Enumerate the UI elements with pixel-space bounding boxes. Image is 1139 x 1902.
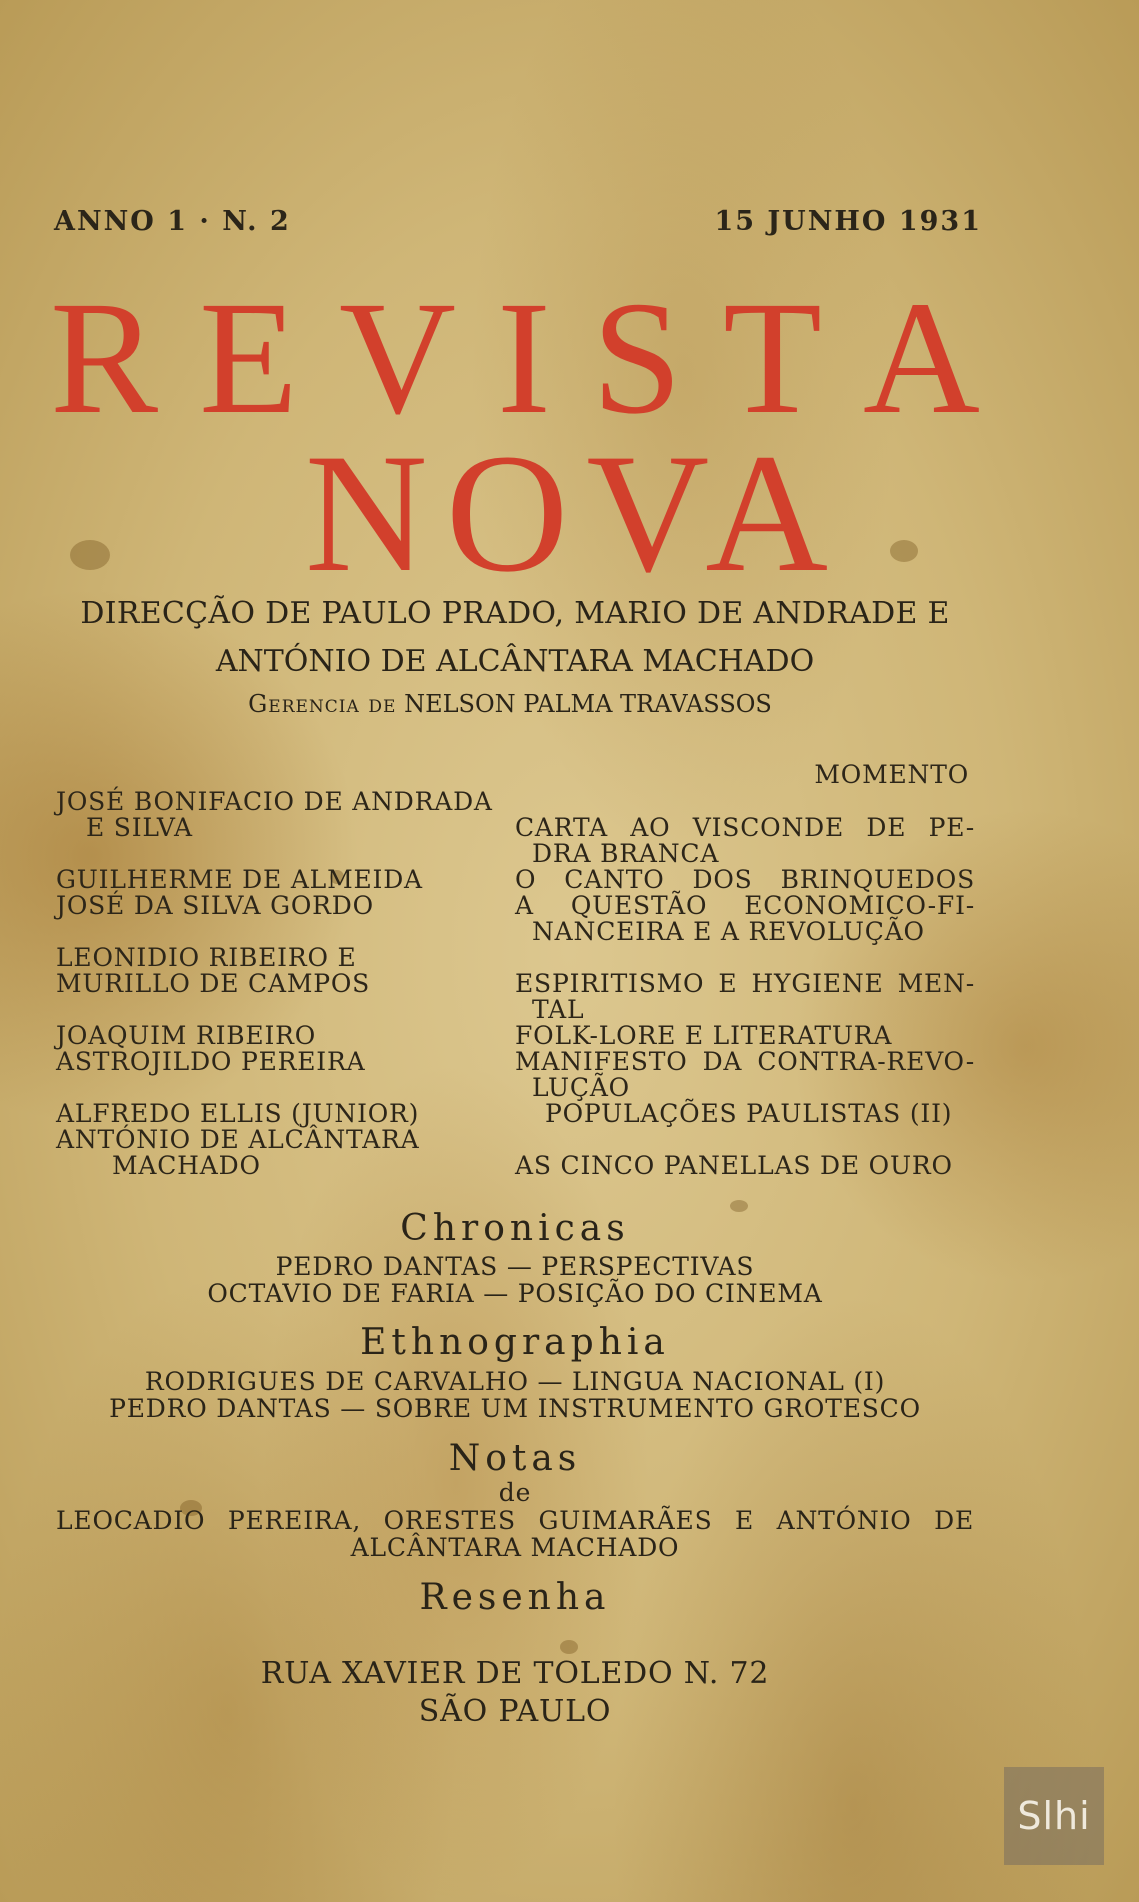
section-heading-chronicas: Chronicas [400, 1208, 630, 1249]
title-line-nova: NOVA [304, 419, 847, 607]
toc-title: AS CINCO PANELLAS DE OURO [515, 1151, 953, 1180]
toc-author: ASTROJILDO PEREIRA [56, 1047, 366, 1076]
section-heading-notas: Notas [448, 1438, 582, 1479]
section-heading-resenha: Resenha [419, 1577, 611, 1618]
notes-line: ALCÂNTARA MACHADO [350, 1533, 680, 1562]
toc-title-cont: NANCEIRA E A REVOLUÇÃO [532, 917, 925, 946]
management-name: NELSON PALMA TRAVASSOS [404, 690, 772, 718]
toc-author: JOSÉ DA SILVA GORDO [56, 891, 374, 920]
title-letter: A [862, 269, 980, 448]
toc-author: ANTÓNIO DE ALCÂNTARA [56, 1125, 420, 1154]
title-letter: R [50, 269, 159, 448]
toc-author: JOAQUIM RIBEIRO [56, 1021, 317, 1050]
stain-mark [560, 1640, 578, 1654]
ethnography-line: RODRIGUES DE CARVALHO — LINGUA NACIONAL (I) [144, 1367, 886, 1396]
address-street: RUA XAVIER DE TOLEDO N. 72 [260, 1656, 770, 1691]
toc-author: GUILHERME DE ALMEIDA [56, 865, 423, 894]
toc-title-cont: DRA BRANCA [532, 839, 720, 868]
title-letter: E [199, 269, 299, 448]
notes-connector: de [498, 1478, 532, 1507]
toc-title: O CANTO DOS BRINQUEDOS [515, 865, 975, 894]
address-city: SÃO PAULO [418, 1694, 612, 1729]
toc-title: POPULAÇÕES PAULISTAS (II) [545, 1099, 953, 1128]
title-letter: V [339, 269, 456, 448]
ethnography-line: PEDRO DANTAS — SOBRE UM INSTRUMENTO GROTESCO [109, 1394, 921, 1423]
issue-number: ANNO 1 · N. 2 [54, 206, 291, 237]
toc-author-cont: E SILVA [86, 813, 193, 842]
management-line [0, 690, 1020, 718]
issue-date: 15 JUNHO 1931 [714, 206, 982, 237]
toc-title: FOLK-LORE E LITERATURA [515, 1021, 893, 1050]
toc-title-cont: TAL [532, 995, 585, 1024]
toc-title-momento: MOMENTO [814, 760, 969, 789]
toc-title: CARTA AO VISCONDE DE PE- [515, 813, 975, 842]
chronicle-line: OCTAVIO DE FARIA — POSIÇÃO DO CINEMA [207, 1279, 823, 1308]
toc-title: ESPIRITISMO E HYGIENE MEN- [515, 969, 975, 998]
management-label: Gerencia de [248, 690, 397, 718]
toc-author: LEONIDIO RIBEIRO E [56, 943, 357, 972]
toc-author: JOSÉ BONIFACIO DE ANDRADA [56, 787, 493, 816]
toc-author: ALFREDO ELLIS (JUNIOR) [56, 1099, 420, 1128]
toc-title: MANIFESTO DA CONTRA-REVO- [515, 1047, 975, 1076]
title-letter: S [591, 269, 683, 448]
title-letter: T [723, 269, 822, 448]
toc-author-cont: MACHADO [112, 1151, 261, 1180]
direction-line-1: DIRECÇÃO DE PAULO PRADO, MARIO DE ANDRADE E [80, 596, 950, 631]
notes-line: LEOCADIO PEREIRA, ORESTES GUIMARÃES E ANTÓNIO DE [56, 1506, 974, 1535]
toc-title: A QUESTÃO ECONOMICO-FI- [515, 891, 975, 920]
section-heading-ethnographia: Ethnographia [360, 1322, 670, 1363]
direction-line-2: ANTÓNIO DE ALCÂNTARA MACHADO [215, 644, 815, 679]
chronicle-line: PEDRO DANTAS — PERSPECTIVAS [275, 1252, 755, 1281]
title-line-revista [50, 269, 980, 448]
slhi-logo: Slhi [1004, 1767, 1104, 1865]
toc-title-cont: LUÇÃO [532, 1073, 630, 1102]
toc-author-cont: MURILLO DE CAMPOS [56, 969, 371, 998]
title-letter: I [496, 269, 551, 448]
